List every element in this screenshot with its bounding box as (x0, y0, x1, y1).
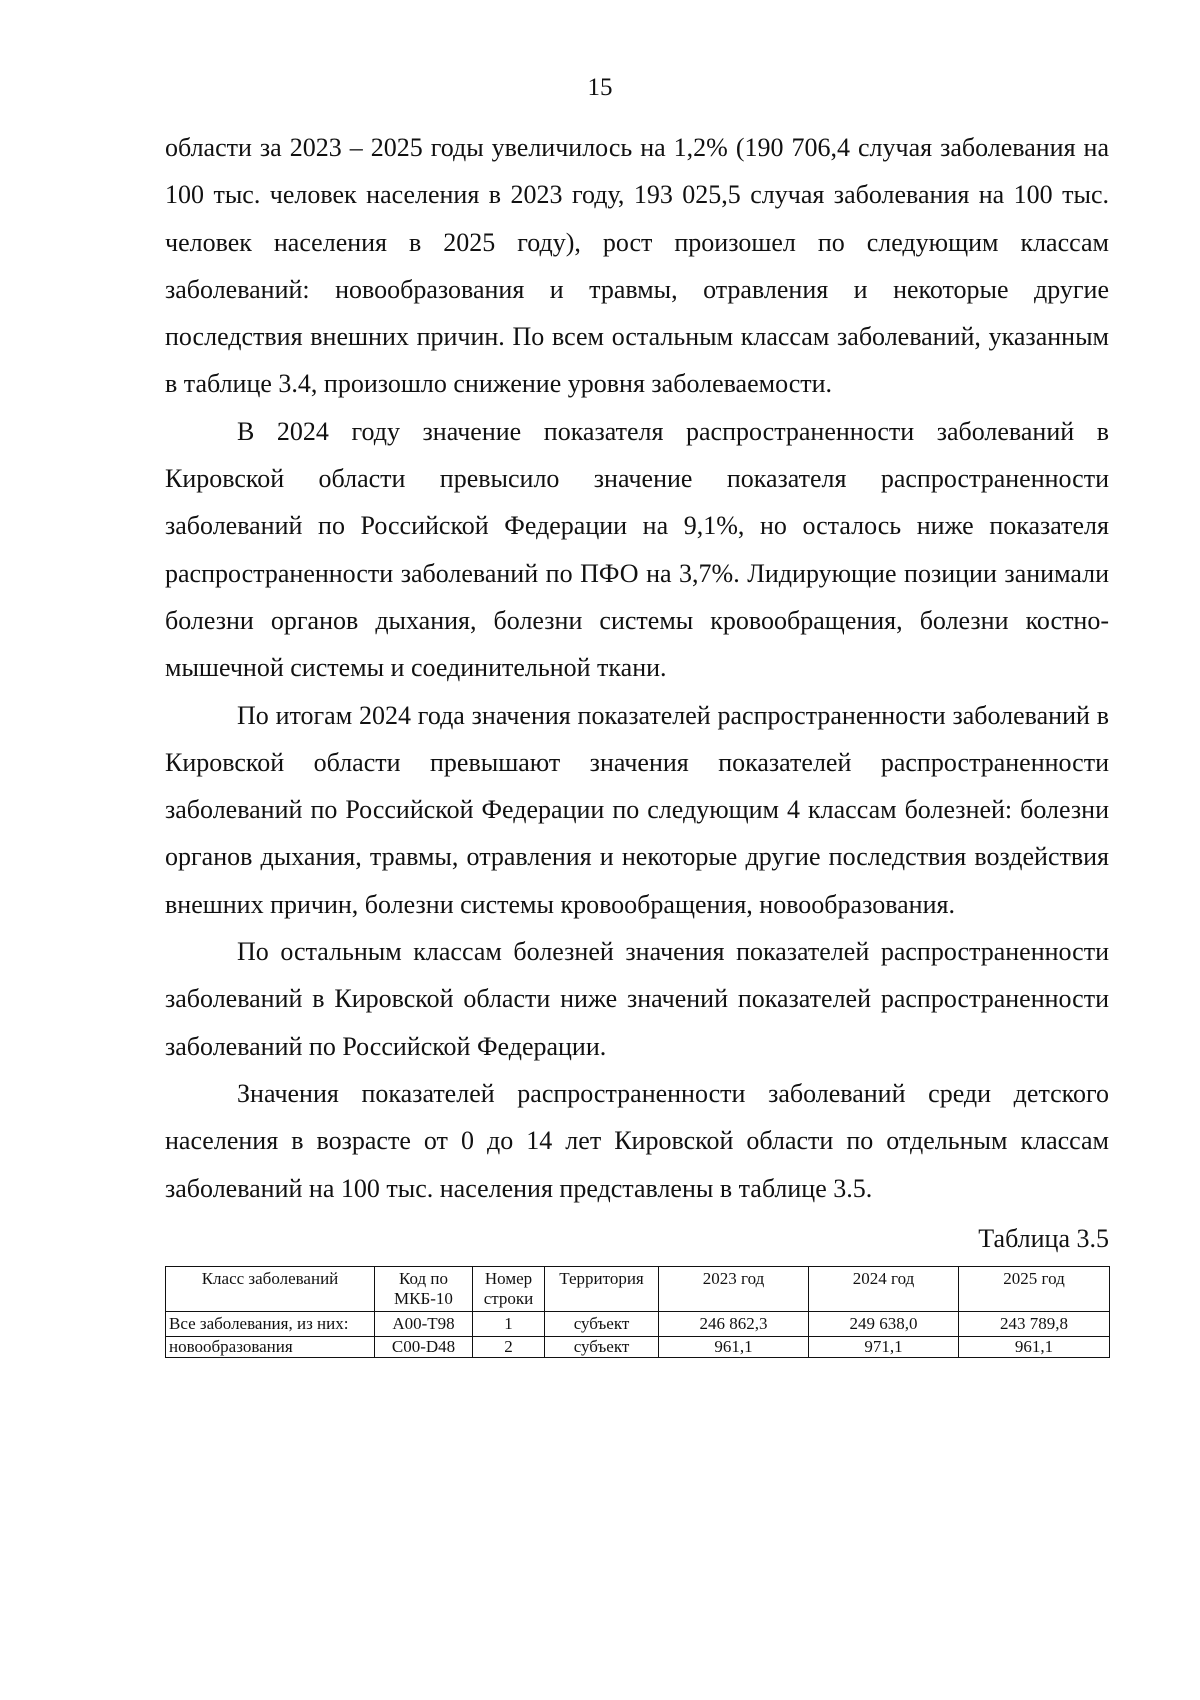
header-icd-code: Код по МКБ-10 (375, 1266, 473, 1311)
header-year-2025: 2025 год (959, 1266, 1110, 1311)
table-caption: Таблица 3.5 (978, 1223, 1109, 1253)
header-row-number: Номер строки (473, 1266, 545, 1311)
header-territory: Территория (545, 1266, 659, 1311)
table-row (166, 1311, 1110, 1336)
cell-icd-code: C00-D48 (375, 1336, 473, 1357)
cell-territory: субъект (545, 1311, 659, 1336)
cell-year-2023: 961,1 (659, 1336, 809, 1357)
cell-disease-class: новообразования (166, 1336, 375, 1357)
paragraph-prevalence-2024: В 2024 году значение показателя распространенности заболеваний в Кировской области превысило значение показателя распространенности заболеваний по Российской Федерации на 9,1%, но осталось ниже показателя распространенности заболеваний по ПФО на 3,7%. Лидирующие позиции занимали болезни органов дыхания, болезни системы кровообращения, болезни костно-мышечной системы и соединительной ткани. (165, 416, 1109, 683)
cell-disease-class: Все заболевания, из них: (166, 1311, 375, 1336)
cell-row-number: 2 (473, 1336, 545, 1357)
page-number: 15 (587, 74, 613, 101)
paragraph-continuation: области за 2023 – 2025 годы увеличилось на 1,2% (190 706,4 случая заболевания на 100 тыс. человек населения в 2023 году, 193 025,5 случая заболевания на 100 тыс. человек населения в 2025 году), рост произошел по следующим классам заболеваний: новообразования и травмы, отравления и некоторые другие последствия внешних причин. По всем остальным классам заболеваний, указанным в таблице 3.4, произошло снижение уровня заболеваемости. (165, 133, 1109, 399)
prevalence-table (165, 1266, 1110, 1358)
paragraph-results-2024: По итогам 2024 года значения показателей распространенности заболеваний в Кировской области превышают значения показателей распространенности заболеваний по Российской Федерации по следующим 4 классам болезней: болезни органов дыхания, травмы, отравления и некоторые другие последствия воздействия внешних причин, болезни системы кровообращения, новообразования. (165, 700, 1109, 919)
table-header-row (166, 1266, 1110, 1311)
paragraph-children-prevalence: Значения показателей распространенности заболеваний среди детского населения в возрасте от 0 до 14 лет Кировской области по отдельным классам заболеваний на 100 тыс. населения представлены в таблице 3.5. (165, 1078, 1109, 1203)
document-body (165, 124, 1109, 1358)
cell-year-2025: 243 789,8 (959, 1311, 1110, 1336)
cell-year-2024: 249 638,0 (809, 1311, 959, 1336)
header-year-2023: 2023 год (659, 1266, 809, 1311)
paragraph-other-classes: По остальным классам болезней значения показателей распространенности заболеваний в Кировской области ниже значений показателей распространенности заболеваний по Российской Федерации. (165, 937, 1109, 1061)
cell-row-number: 1 (473, 1311, 545, 1336)
cell-year-2024: 971,1 (809, 1336, 959, 1357)
table-row (166, 1336, 1110, 1357)
header-disease-class: Класс заболеваний (166, 1266, 375, 1311)
cell-icd-code: A00-T98 (375, 1311, 473, 1336)
header-year-2024: 2024 год (809, 1266, 959, 1311)
cell-territory: субъект (545, 1336, 659, 1357)
cell-year-2023: 246 862,3 (659, 1311, 809, 1336)
cell-year-2025: 961,1 (959, 1336, 1110, 1357)
